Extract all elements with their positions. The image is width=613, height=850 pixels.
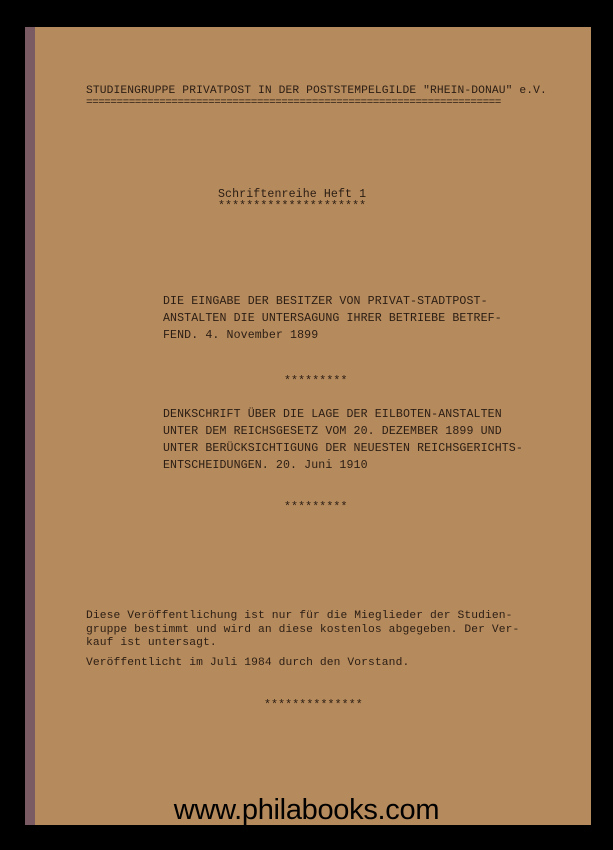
section1-line-1: DIE EINGABE DER BESITZER VON PRIVAT-STADTPOST- xyxy=(163,295,488,308)
section1-line-3: FEND. 4. November 1899 xyxy=(163,329,319,342)
watermark-url: www.philabooks.com xyxy=(173,794,440,826)
header-rule: ==================================================================== xyxy=(86,97,501,109)
cover-spine xyxy=(25,27,35,825)
header-title: STUDIENGRUPPE PRIVATPOST IN DER POSTSTEMPELGILDE "RHEIN-DONAU" e.V. xyxy=(86,85,547,97)
notice-line-1: Diese Veröffentlichung ist nur für die Mieglieder der Studien- xyxy=(86,610,513,622)
notice-line-3: kauf ist untersagt. xyxy=(86,637,217,649)
series-stars: ********************* xyxy=(218,200,367,213)
section1-separator: ********* xyxy=(284,375,348,388)
series-title: Schriftenreihe Heft 1 xyxy=(218,188,367,201)
notice-stars: ************** xyxy=(264,699,363,712)
notice-line-2: gruppe bestimmt und wird an diese kostenlos abgegeben. Der Ver- xyxy=(86,624,520,636)
published-line: Veröffentlicht im Juli 1984 durch den Vorstand. xyxy=(86,657,410,669)
section2-line-1: DENKSCHRIFT ÜBER DIE LAGE DER EILBOTEN-ANSTALTEN xyxy=(163,408,502,421)
section2-line-3: UNTER BERÜCKSICHTIGUNG DER NEUESTEN REICHSGERICHTS- xyxy=(163,442,523,455)
section2-line-2: UNTER DEM REICHSGESETZ VOM 20. DEZEMBER 1899 UND xyxy=(163,425,502,438)
section1-line-2: ANSTALTEN DIE UNTERSAGUNG IHRER BETRIEBE BETREF- xyxy=(163,312,502,325)
section2-line-4: ENTSCHEIDUNGEN. 20. Juni 1910 xyxy=(163,459,368,472)
section2-separator: ********* xyxy=(284,501,348,514)
